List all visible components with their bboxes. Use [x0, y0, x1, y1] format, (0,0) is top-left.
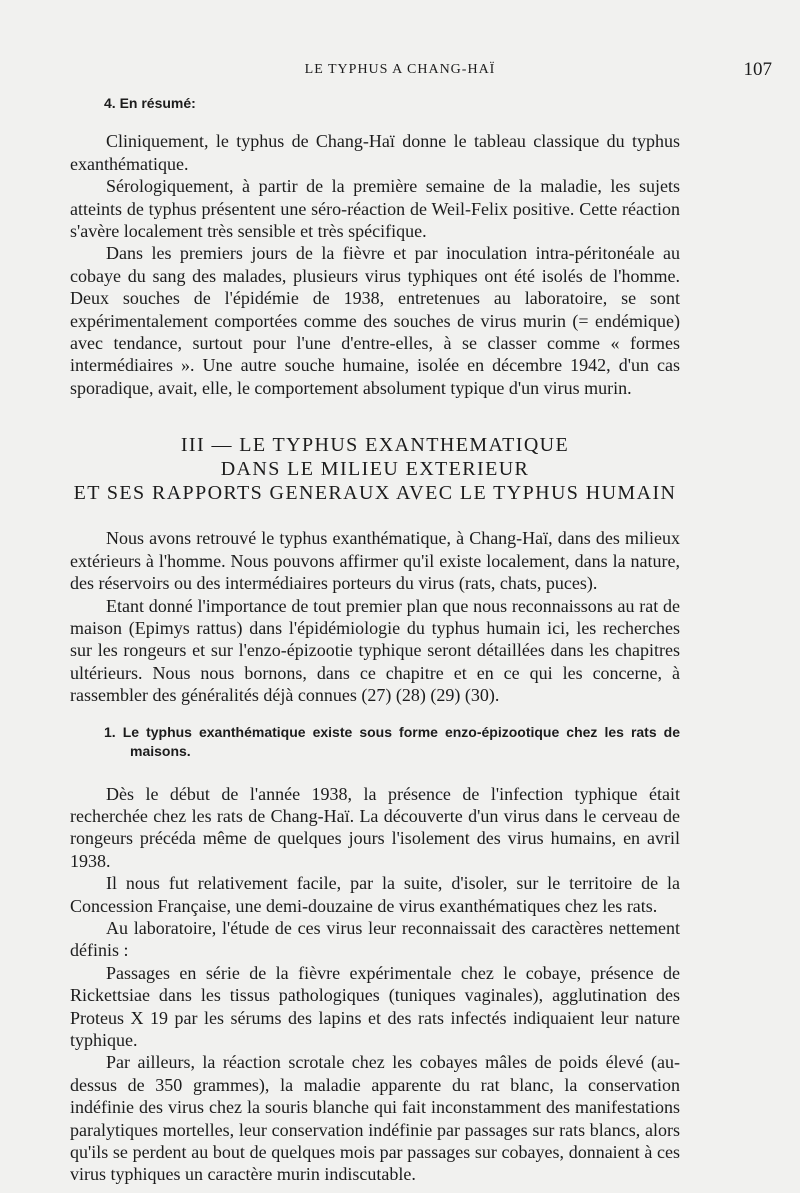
section-heading-summary: 4. En résumé:: [104, 95, 196, 111]
running-title: LE TYPHUS A CHANG-HAÏ: [304, 62, 496, 77]
paragraph: Dans les premiers jours de la fièvre et par inoculation intra-péritonéale au cobaye du sang des malades, plusieurs virus typhiques ont été isolés de l'homme. Deux souches de l'épidémie de 1938, entretenues au laboratoire, se sont expérimentalement comportées comme des souches de virus murin (= endémique) avec tendance, surtout pour l'une d'entre-elles, à se classer comme « formes intermédiaires ». Une autre souche humaine, isolée en décembre 1942, d'un cas sporadique, avait, elle, le comportement absolument typique d'un virus murin.: [70, 243, 680, 398]
paragraph: Nous avons retrouvé le typhus exanthématique, à Chang-Haï, dans des milieux extérieurs à l'homme. Nous pouvons affirmer qu'il existe localement, dans la nature, des réservoirs ou des intermédiaires porteurs du virus (rats, chats, puces).: [70, 528, 680, 594]
paragraph: Par ailleurs, la réaction scrotale chez les cobayes mâles de poids élevé (au-dessus de 350 grammes), la maladie apparente du rat blanc, la conservation indéfinie des virus chez la souris blanche qui fait inconstamment des manifestations paralytiques mortelles, leur conservation indéfinie par passages sur rats blancs, alors qu'ils se perdent au bout de quelques mois par passages sur cobayes, donnaient à ces virus typhiques un caractère murin indiscutable.: [70, 1052, 680, 1185]
paragraph: Il nous fut relativement facile, par la suite, d'isoler, sur le territoire de la Concession Française, une demi-douzaine de virus exanthématiques chez les rats.: [70, 873, 680, 916]
chapter-title-line: III — LE TYPHUS EXANTHEMATIQUE: [180, 434, 570, 457]
paragraph: Cliniquement, le typhus de Chang-Haï donne le tableau classique du typhus exanthématique.: [70, 131, 680, 174]
paragraph: Dès le début de l'année 1938, la présence de l'infection typhique était recherchée chez les rats de Chang-Haï. La découverte d'un virus dans le cerveau de rongeurs précéda même de quelques jours l'isolement des virus humains, en avril 1938.: [70, 783, 680, 871]
chapter-title: [70, 433, 680, 505]
paragraph: Au laboratoire, l'étude de ces virus leur reconnaissait des caractères nettement définis :: [70, 917, 680, 961]
page-body: [70, 92, 680, 1186]
page-number: 107: [743, 59, 772, 80]
chapter-title-line: DANS LE MILIEU EXTERIEUR: [220, 458, 530, 481]
paragraph: Etant donné l'importance de tout premier plan que nous reconnaissons au rat de maison (Epimys rattus) dans l'épidémiologie du typhus humain ici, les recherches sur les rongeurs et sur l'enzo-épizootie typhique seront détaillées dans les chapitres ultérieurs. Nous nous bornons, dans ce chapitre et en ce qui les concerne, à rassembler des généralités déjà connues (27) (28) (29) (30).: [70, 595, 680, 706]
chapter-title-line: ET SES RAPPORTS GENERAUX AVEC LE TYPHUS HUMAIN: [73, 482, 677, 505]
paragraph: Sérologiquement, à partir de la première semaine de la maladie, les sujets atteints de typhus présentent une séro-réaction de Weil-Felix positive. Cette réaction s'avère localement très sensible et très spécifique.: [70, 176, 680, 242]
section-heading-rats: 1. Le typhus exanthématique existe sous forme enzo-épizootique chez les rats de maisons.: [104, 723, 680, 759]
paragraph: Passages en série de la fièvre expérimentale chez le cobaye, présence de Rickettsiae dans les tissus pathologiques (tuniques vaginales), agglutination des Proteus X 19 par les sérums des lapins et des rats infectés indiquaient leur nature typhique.: [70, 962, 680, 1050]
